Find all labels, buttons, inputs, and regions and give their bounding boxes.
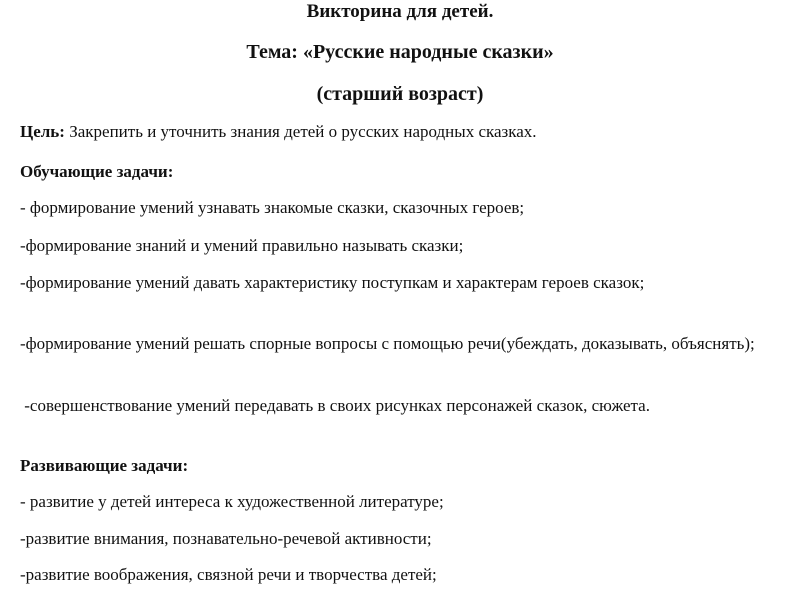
developing-heading: Развивающие задачи: [20,456,189,475]
topic-title: Тема: «Русские народные сказки» [246,41,554,63]
teaching-item-5: -совершенствование умений передавать в своих рисунках персонажей сказок, сюжета. [20,396,650,415]
teaching-item-1: - формирование умений узнавать знакомые сказки, сказочных героев; [20,198,525,217]
developing-item-1: - развитие у детей интереса к художественной литературе; [20,492,444,511]
quiz-title: Викторина для детей. [306,1,494,22]
teaching-item-4: -формирование умений решать спорные вопросы с помощью речи(убеждать, доказывать, объяснять); [20,334,755,353]
age-group-title: (старший возраст) [316,83,484,105]
developing-item-3: -развитие воображения, связной речи и творчества детей; [20,565,437,584]
goal-text: Закрепить и уточнить знания детей о русских народных сказках. [64,122,537,141]
teaching-item-3: -формирование умений давать характеристику поступкам и характерам героев сказок; [20,273,645,292]
developing-item-2: -развитие внимания, познавательно-речевой активности; [20,529,432,548]
goal-label: Цель: [20,122,65,141]
teaching-item-2: -формирование знаний и умений правильно называть сказки; [20,236,464,255]
teaching-heading: Обучающие задачи: [20,162,174,181]
goal-paragraph [20,121,792,142]
